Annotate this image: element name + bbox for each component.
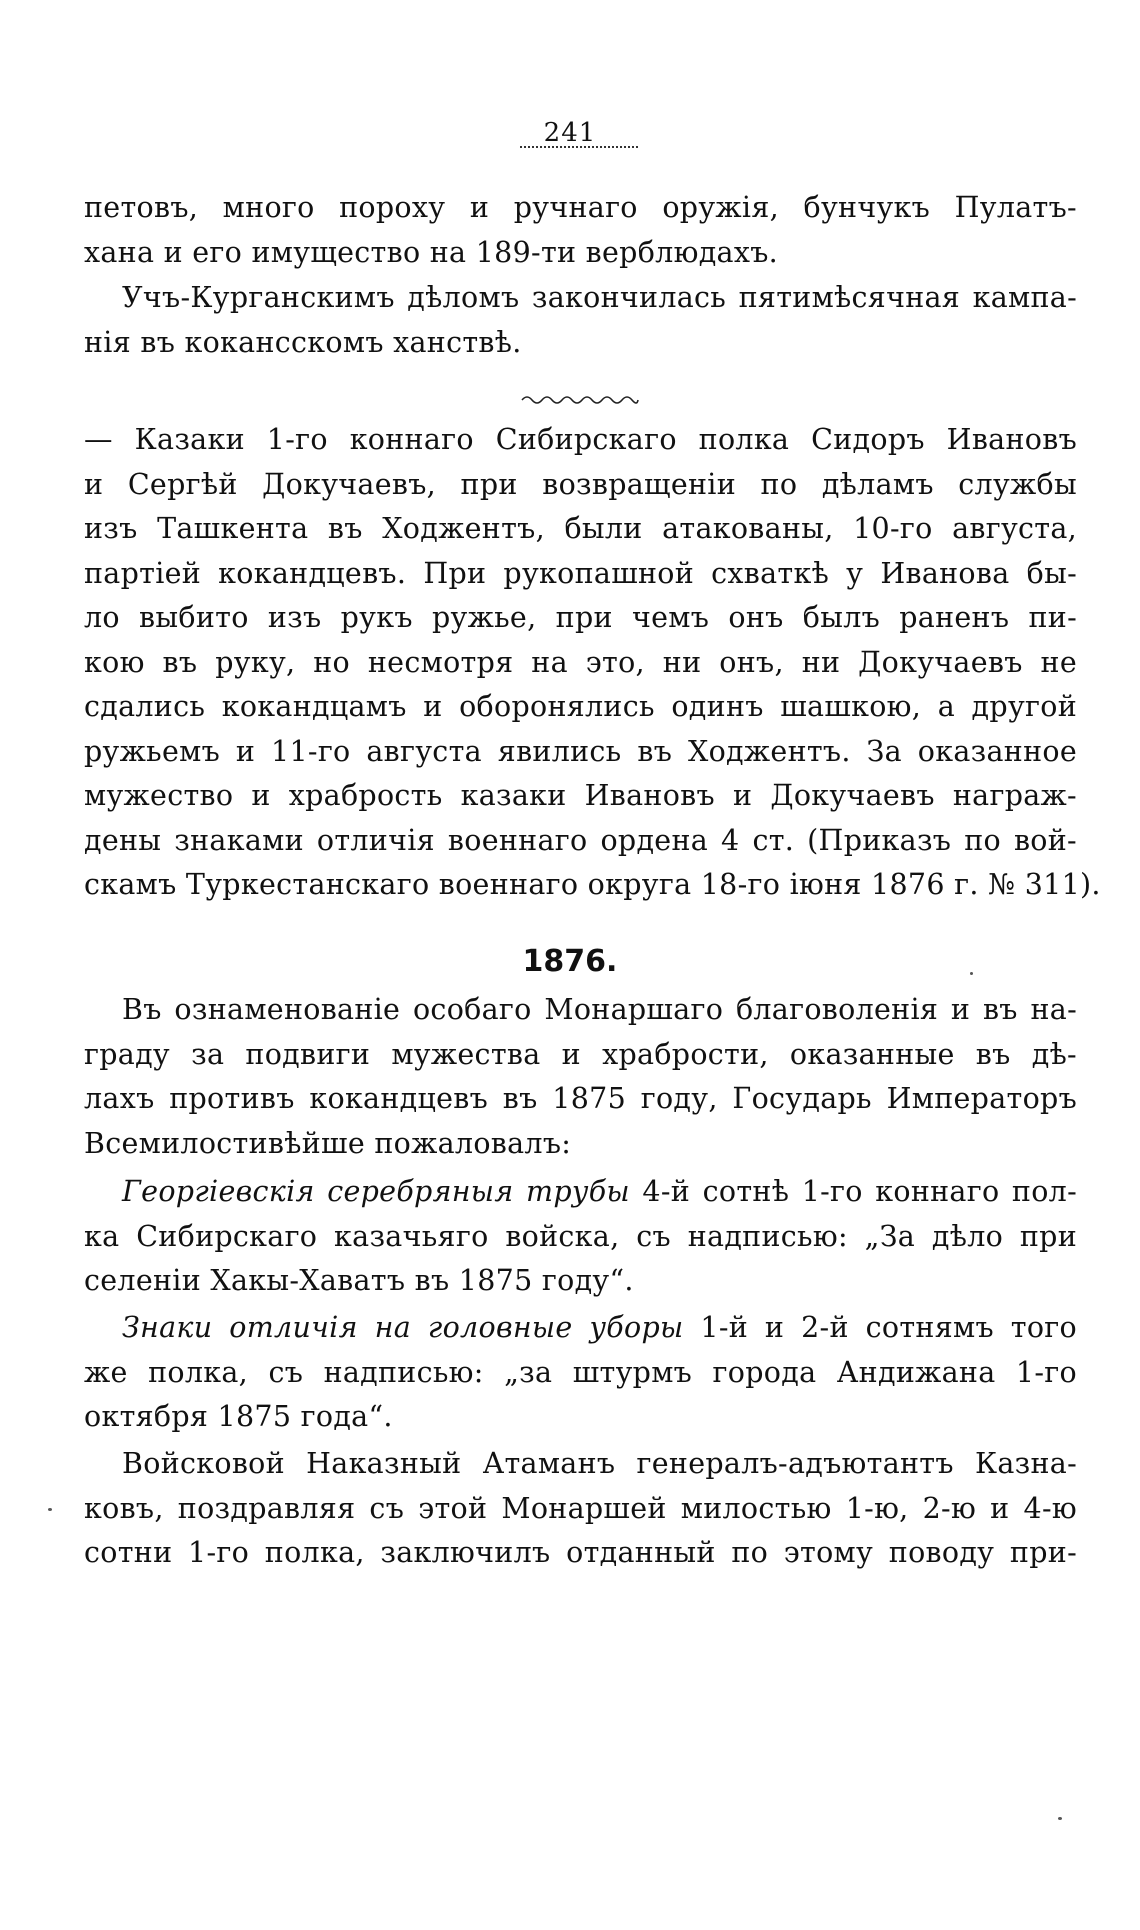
text-line: селеніи Хакы-Хаватъ въ 1875 году“. <box>84 1264 634 1297</box>
text-line: Учъ-Курганскимъ дѣломъ закончилась пятимѣсячная кампа- <box>122 281 1077 314</box>
text-line: ка Сибирскаго казачьяго войска, съ надписью: „За дѣло при <box>84 1219 1077 1253</box>
text-line: — Казаки 1-го коннаго Сибирскаго полка Сидоръ Ивановъ <box>84 423 1077 456</box>
text-line: сотни 1-го полка, заключилъ отданный по этому поводу при- <box>84 1536 1077 1569</box>
text-line: ковъ, поздравляя съ этой Монаршей милостью 1-ю, 2-ю и 4-ю <box>84 1491 1077 1525</box>
text-line: мужество и храбрость казаки Ивановъ и Докучаевъ награж- <box>84 779 1077 812</box>
scan-speck <box>48 1508 52 1511</box>
text-line: ружьемъ и 11-го августа явились въ Ходжентъ. За оказанное <box>84 734 1077 768</box>
page-number-underline <box>520 146 638 148</box>
text-line: Всемилостивѣйше пожаловалъ: <box>84 1126 572 1160</box>
scan-speck <box>970 972 973 975</box>
paragraph-ataman <box>84 1442 1077 1576</box>
text-line: ло выбито изъ рукъ ружье, при чемъ онъ былъ раненъ пи- <box>84 601 1077 634</box>
paragraph-cossacks <box>84 418 1101 908</box>
section-separator-ornament <box>520 392 640 406</box>
award-recipient: 4-й сотнѣ 1-го коннаго пол- <box>629 1175 1077 1208</box>
paragraph-headgear-badges <box>84 1306 1077 1440</box>
paragraph-campaign-end <box>84 276 1077 365</box>
text-line: петовъ, много пороху и ручнаго оружія, бунчукъ Пулатъ- <box>84 191 1077 224</box>
text-line: и Сергѣй Докучаевъ, при возвращеніи по дѣламъ службы <box>84 467 1077 501</box>
award-title: Георгіевскія серебряныя трубы <box>122 1175 630 1208</box>
scan-speck <box>1058 1817 1062 1820</box>
text-line: Въ ознаменованіе особаго Монаршаго благоволенія и въ на- <box>122 993 1077 1026</box>
text-line: же полка, съ надписью: „за штурмъ города Андижана 1-го <box>84 1355 1077 1389</box>
text-line: изъ Ташкента въ Ходжентъ, были атакованы, 10-го августа, <box>84 512 1077 545</box>
text-line: хана и его имущество на 189-ти верблюдахъ. <box>84 235 778 269</box>
text-line: граду за подвиги мужества и храбрости, оказанные въ дѣ- <box>84 1037 1077 1071</box>
text-line: нія въ кокансскомъ ханствѣ. <box>84 325 522 359</box>
paragraph-monarch-favor <box>84 988 1077 1166</box>
page-number: 241 <box>543 118 597 148</box>
text-line <box>84 1306 1077 1351</box>
text-line <box>84 1170 1077 1215</box>
award-title: Знаки отличія на головные уборы <box>122 1311 684 1344</box>
text-line: сдались кокандцамъ и оборонялись одинъ шашкою, а другой <box>84 690 1077 723</box>
year-heading: 1876. <box>522 944 618 979</box>
text-line: кою въ руку, но несмотря на это, ни онъ, ни Докучаевъ не <box>84 645 1077 679</box>
text-line: скамъ Туркестанскаго военнаго округа 18-го іюня 1876 г. № 311). <box>84 868 1101 901</box>
paragraph-continuation <box>84 186 1077 275</box>
text-line: лахъ противъ кокандцевъ въ 1875 году, Государь Императоръ <box>84 1082 1077 1115</box>
text-line: Войсковой Наказный Атаманъ генералъ-адъютантъ Казна- <box>122 1447 1077 1480</box>
text-line: дены знаками отличія военнаго ордена 4 ст. (Приказъ по вой- <box>84 823 1077 857</box>
text-line: октября 1875 года“. <box>84 1400 393 1433</box>
text-line: партіей кокандцевъ. При рукопашной схваткѣ у Иванова бы- <box>84 556 1077 590</box>
award-recipient: 1-й и 2-й сотнямъ того <box>683 1311 1077 1344</box>
paragraph-silver-trumpets <box>84 1170 1077 1304</box>
